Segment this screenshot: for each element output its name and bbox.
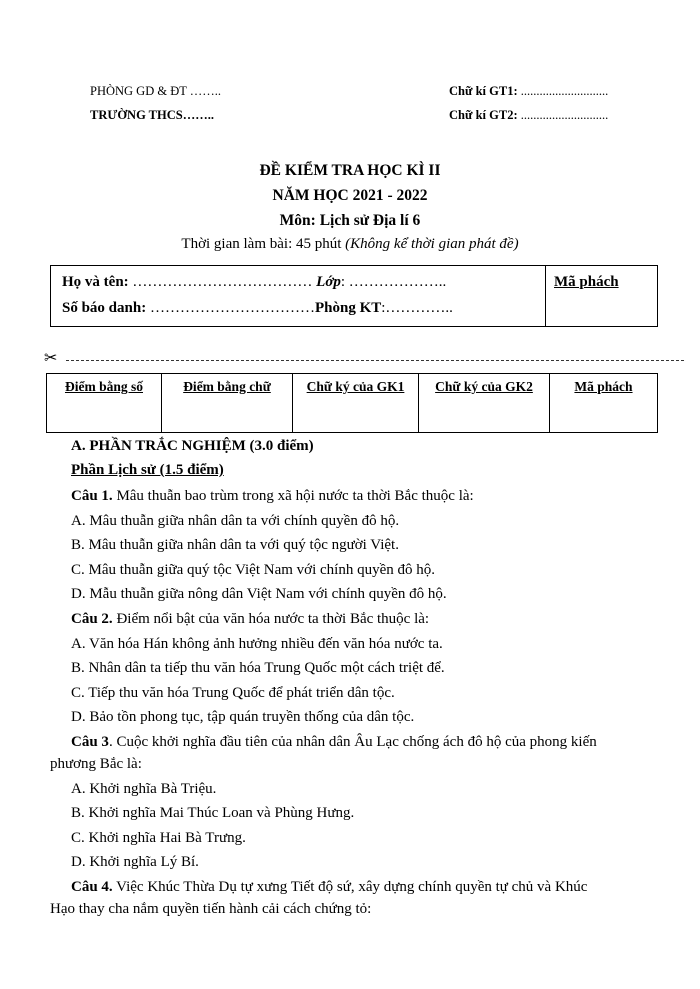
question-2 (71, 611, 429, 628)
question-1-option-d[interactable]: D. Mẫu thuẫn giữa nông dân Việt Nam với chính quyền đô hộ. (71, 586, 447, 602)
question-4-text: Việc Khúc Thừa Dụ tự xưng Tiết độ sứ, xây dựng chính quyền tự chủ và Khúc (112, 879, 588, 895)
score-number-cell[interactable]: Điểm bằng số (47, 374, 162, 433)
name-field[interactable]: ……………………………… (128, 274, 317, 290)
question-3-label: Câu 3 (71, 734, 109, 750)
scissors-icon: ✂ (44, 348, 58, 367)
sbd-label: Số báo danh: (62, 300, 147, 316)
question-3-option-a[interactable]: A. Khởi nghĩa Bà Triệu. (71, 781, 217, 797)
exam-time-text: Thời gian làm bài: 45 phút (181, 236, 346, 252)
signature-gt1-label: Chữ kí GT1: (449, 84, 518, 98)
ma-phach-cell[interactable]: Mã phách (550, 374, 658, 433)
gk1-signature-cell[interactable]: Chữ ký của GK1 (293, 374, 419, 433)
signature-gt1 (449, 84, 608, 99)
question-3-option-d[interactable]: D. Khởi nghĩa Lý Bí. (71, 854, 199, 870)
score-text-cell[interactable]: Điểm bằng chữ (162, 374, 293, 433)
dashed-line (66, 360, 684, 361)
exam-time (0, 236, 700, 253)
question-2-option-b[interactable]: B. Nhân dân ta tiếp thu văn hóa Trung Quốc một cách triệt để. (71, 660, 445, 676)
score-table-row (47, 374, 658, 433)
question-1 (71, 488, 474, 505)
question-2-option-c[interactable]: C. Tiếp thu văn hóa Trung Quốc để phát triển dân tộc. (71, 685, 395, 701)
name-row (62, 274, 446, 291)
history-subtitle: Phần Lịch sử (1.5 điểm) (71, 462, 224, 478)
gk2-signature-cell[interactable]: Chữ ký của GK2 (419, 374, 550, 433)
subject: Môn: Lịch sử Địa lí 6 (279, 212, 421, 229)
signature-gt2-label: Chữ kí GT2: (449, 108, 518, 122)
class-label: Lớp (316, 274, 341, 290)
score-table (46, 373, 658, 433)
question-1-text: Mâu thuẫn bao trùm trong xã hội nước ta thời Bắc thuộc là: (112, 488, 474, 504)
student-info-box (50, 265, 658, 327)
room-field[interactable]: :………….. (381, 300, 453, 316)
question-3-option-c[interactable]: C. Khởi nghĩa Hai Bà Trưng. (71, 830, 246, 846)
exam-time-note: (Không kể thời gian phát đề) (345, 236, 519, 252)
question-4 (71, 879, 587, 896)
exam-title: ĐỀ KIỂM TRA HỌC KÌ II (259, 162, 441, 179)
question-4-label: Câu 4. (71, 879, 113, 895)
department-label: PHÒNG GD & ĐT …….. (90, 84, 222, 98)
question-3 (71, 734, 597, 751)
info-box-divider (545, 266, 546, 326)
question-2-label: Câu 2. (71, 611, 113, 627)
ma-phach-label: Mã phách (554, 274, 619, 290)
signature-gt1-dots: ............................ (517, 84, 609, 98)
class-field[interactable]: : ……………….. (340, 274, 447, 290)
signature-gt2-dots: ............................ (517, 108, 609, 122)
section-a-title: A. PHẦN TRẮC NGHIỆM (3.0 điểm) (71, 438, 314, 454)
question-2-option-d[interactable]: D. Bảo tồn phong tục, tập quán truyền thống của dân tộc. (71, 709, 415, 725)
school-year: NĂM HỌC 2021 - 2022 (272, 187, 428, 204)
sbd-field[interactable]: …………………………… (146, 300, 315, 316)
question-3-text-continued: phương Bắc là: (50, 756, 142, 772)
question-1-option-c[interactable]: C. Mâu thuẫn giữa quý tộc Việt Nam với chính quyền đô hộ. (71, 562, 435, 578)
name-label: Họ và tên: (62, 274, 129, 290)
question-2-text: Điểm nổi bật của văn hóa nước ta thời Bắc thuộc là: (112, 611, 430, 627)
school-label: TRƯỜNG THCS…….. (90, 108, 214, 122)
question-3-option-b[interactable]: B. Khởi nghĩa Mai Thúc Loan và Phùng Hưng. (71, 805, 355, 821)
room-label: Phòng KT (314, 300, 382, 316)
question-3-text: . Cuộc khởi nghĩa đầu tiên của nhân dân Âu Lạc chống ách đô hộ của phong kiến (108, 734, 597, 750)
cut-line (44, 348, 684, 367)
question-1-option-b[interactable]: B. Mâu thuẫn giữa nhân dân ta với quý tộc người Việt. (71, 537, 399, 553)
question-1-label: Câu 1. (71, 488, 113, 504)
question-2-option-a[interactable]: A. Văn hóa Hán không ảnh hưởng nhiều đến văn hóa nước ta. (71, 636, 443, 652)
question-4-text-continued: Hạo thay cha nắm quyền tiến hành cải cách chứng tỏ: (50, 901, 372, 917)
question-1-option-a[interactable]: A. Mâu thuẫn giữa nhân dân ta với chính quyền đô hộ. (71, 513, 400, 529)
signature-gt2 (449, 108, 608, 123)
sbd-row (62, 300, 453, 317)
